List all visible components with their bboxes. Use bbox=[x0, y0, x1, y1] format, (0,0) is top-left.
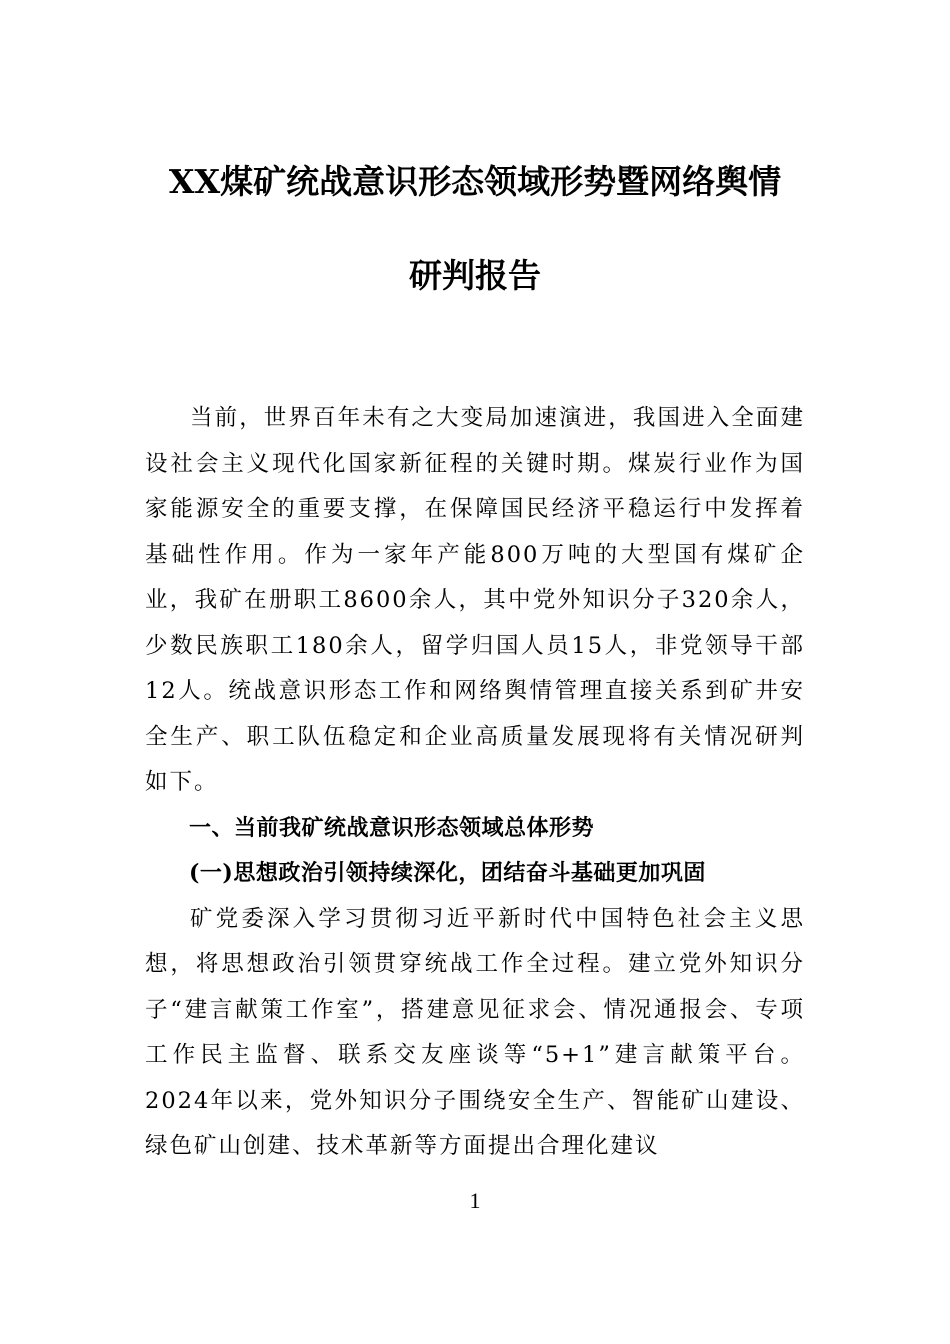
document-title bbox=[120, 158, 830, 300]
title-line-1: XX煤矿统战意识形态领域形势暨网络舆情 bbox=[168, 162, 782, 201]
document-body bbox=[145, 396, 805, 1170]
subsection-heading-1: (一)思想政治引领持续深化，团结奋斗基础更加巩固 bbox=[189, 860, 706, 886]
section-heading-1: 一、当前我矿统战意识形态领域总体形势 bbox=[189, 815, 595, 841]
page-number: 1 bbox=[469, 1188, 481, 1213]
subsection-paragraph-1: 矿党委深入学习贯彻习近平新时代中国特色社会主义思想，将思想政治引领贯穿统战工作全过程。建立党外知识分子“建言献策工作室”，搭建意见征求会、情况通报会、专项工作民主监督、联系交友座谈等“5+1”建言献策平台。2024年以来，党外知识分子围绕安全生产、智能矿山建设、绿色矿山创建、技术革新等方面提出合理化建议 bbox=[145, 905, 805, 1159]
title-line-2: 研判报告 bbox=[409, 256, 541, 295]
intro-paragraph: 当前，世界百年未有之大变局加速演进，我国进入全面建设社会主义现代化国家新征程的关键时期。煤炭行业作为国家能源安全的重要支撑，在保障国民经济平稳运行中发挥着基础性作用。作为一家年产能800万吨的大型国有煤矿企业，我矿在册职工8600余人，其中党外知识分子320余人，少数民族职工180余人，留学归国人员15人，非党领导干部12人。统战意识形态工作和网络舆情管理直接关系到矿井安全生产、职工队伍稳定和企业高质量发展现将有关情况研判如下。 bbox=[145, 405, 805, 795]
